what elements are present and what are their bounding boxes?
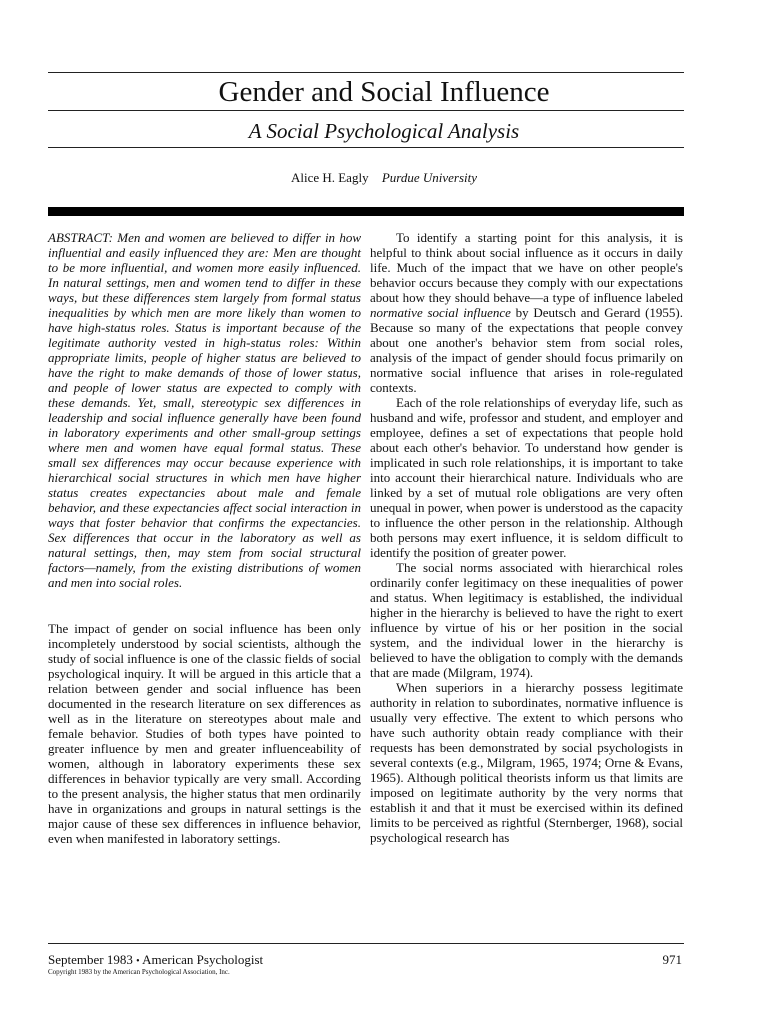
article-title: Gender and Social Influence [218,76,550,108]
body-paragraph-2: Each of the role relationships of everyday life, such as husband and wife, professor and student, and employer and employee, defines a set of expectations that people hold about each other's behavior. To understand how gender is implicated in such role relationships, it is important to take into account their hierarchical nature. Individuals who are linked by a set of mutual role obligations are very often unequal in power, when power is understood as the capacity to influence the other person in the relationship. Although both persons may exert influence, it is seldom difficult to identify the position of greater power. [370,395,683,560]
left-column [48,230,361,846]
footer-date: September 1983 [48,952,133,967]
footer-separator: • [136,956,140,967]
introduction-paragraph: The impact of gender on social influence has been only incompletely understood by social scientists, although the study of social influence is one of the classic fields of social psychological inquiry. It will be argued in this article that a relation between gender and social influence has been documented in the research literature on sex differences as well as in the literature on stereotypes about male and female behavior. Studies of both types have pointed to greater influence by men and greater influenceability of women, although in laboratory experiments these sex differences in behavior typically are very small. According to the present analysis, the higher status that men ordinarily have in organizations and groups in natural settings is the major cause of these sex differences in influence behavior, even when manifested in laboratory settings. [48,621,361,846]
author-affiliation: Purdue University [381,170,478,185]
emphasis-term: normative social influence [370,305,511,320]
title-rule [48,110,684,111]
footer-copyright: Copyright 1983 by the American Psychological Association, Inc. [48,968,230,976]
body-paragraph-4: When superiors in a hierarchy possess legitimate authority in relation to subordinates, normative influence is usually very effective. The extent to which persons who have such authority obtain ready compliance with their requests has been demonstrated by social psychologists in several contexts (e.g., Milgram, 1965, 1974; Orne & Evans, 1965). Although political theorists inform us that limits are imposed on legitimate authority by the very norms that establish it and that it must be exercised within its defined limits to be perceived as rightful (Sternberger, 1968), social psychological research has [370,680,683,845]
body-paragraph-3: The social norms associated with hierarchical roles ordinarily confer legitimacy on these inequalities of power and status. When legitimacy is established, the individual higher in the hierarchy is believed to have the right to exert influence by virtue of his or her position in the social system, and the individual lower in the hierarchy is believed to have the obligation to comply with the demands that are made (Milgram, 1974). [370,560,683,680]
footer-journal: American Psychologist [142,952,264,967]
author-line [0,170,768,186]
top-rule [48,72,684,73]
article-subtitle: A Social Psychological Analysis [248,119,520,143]
abstract: ABSTRACT: Men and women are believed to differ in how influential and easily influenced they are: Men are thought to be more influential, and women more easily influenced. In natural settings, men and women tend to differ in these ways, but these differences stem largely from formal status inequalities by which men are more likely than women to have high-status roles. Status is important because of the legitimate authority vested in high-status roles: Within appropriate limits, people of higher status are believed to have the right to make demands of those of lower status, and people of lower status are expected to comply with these demands. Yet, small, stereotypic sex differences in leadership and social influence generally have been found in laboratory experiments and other small-group settings where men and women have equal formal status. These small sex differences may occur because experience with hierarchical social structures in which men have higher status creates expectancies about male and female behavior, and these expectancies affect social interaction in ways that foster behavior that confirms the expectancies. Sex differences that occur in the laboratory as well as natural settings, then, may stem from social structural factors—namely, from the existing distributions of women and men into social roles. [48,230,361,590]
page-number: 971 [662,952,682,967]
body-paragraph-1: To identify a starting point for this analysis, it is helpful to think about social influence as it occurs in daily life. Much of the impact that we have on other people's behavior occurs because they comply with our expectations about how they should behave—a type of influence labeled normative social influence by Deutsch and Gerard (1955). Because so many of the expectations that people convey about one another's behavior stem from social roles, analysis of the impact of gender should focus primarily on normative social influence that arises in role-regulated contexts. [370,230,683,395]
author-name: Alice H. Eagly [290,170,369,185]
right-column [370,230,683,845]
thick-separator-bar [48,207,684,216]
footer-rule [48,943,684,944]
footer-citation [48,952,263,969]
subtitle-rule [48,147,684,148]
